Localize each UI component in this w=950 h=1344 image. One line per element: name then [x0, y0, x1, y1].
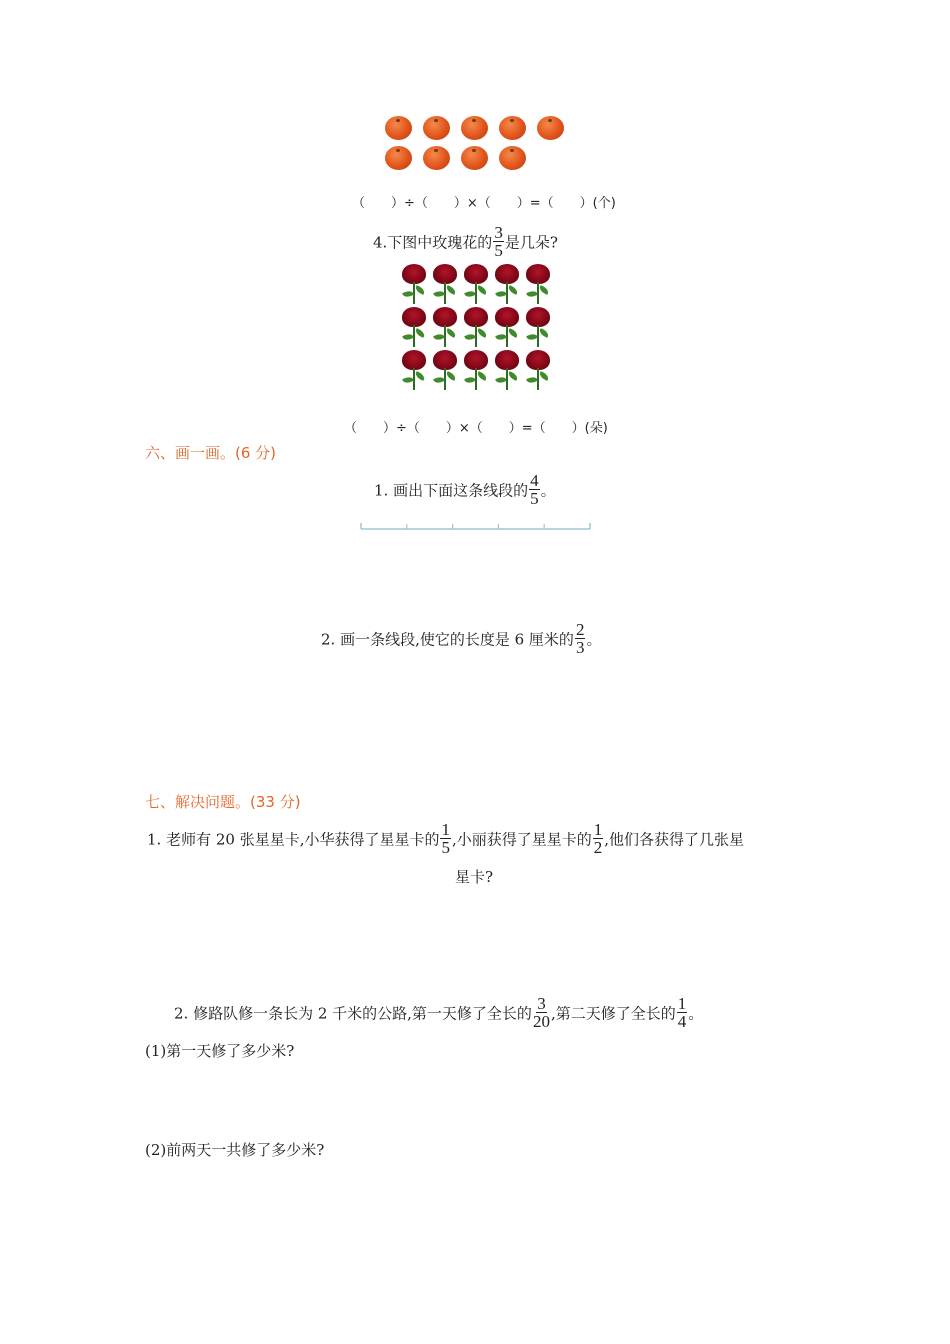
problem1-text-b: ,小丽获得了星星卡的: [451, 830, 592, 849]
problem2-text-b: ,第二天修了全长的: [550, 1004, 676, 1023]
rose-image: [492, 307, 523, 350]
item1-prefix: 1. 画出下面这条线段的: [374, 481, 529, 500]
orange-image: [423, 116, 450, 140]
fraction-denominator: 2: [593, 838, 603, 857]
fraction-denominator: 5: [441, 838, 450, 857]
rose-leaf: [507, 285, 519, 295]
q4-suffix: 是几朵?: [504, 233, 558, 252]
orange-image: [499, 146, 526, 170]
rose-bloom: [402, 307, 426, 327]
q3-equation: （ ）÷（ ）×（ ）=（ ）(个): [352, 196, 616, 211]
rose-bloom: [402, 264, 426, 284]
rose-image: [430, 307, 461, 350]
rose-image: [430, 264, 461, 307]
problem1-line2: 星卡?: [455, 868, 494, 886]
rose-bloom: [433, 264, 457, 284]
rose-bloom: [402, 350, 426, 370]
rose-bloom: [433, 307, 457, 327]
rose-leaf: [445, 285, 457, 295]
problem2-fraction-2: [677, 995, 688, 1030]
problem1-fraction-2: [593, 821, 604, 856]
q4-equation: （ ）÷（ ）×（ ）=（ ）(朵): [344, 421, 608, 436]
rose-leaf: [507, 371, 519, 381]
rose-bloom: [495, 307, 519, 327]
fraction-numerator: 3: [537, 994, 546, 1013]
problem2-text-c: 。: [688, 1004, 704, 1023]
problem1-text-a: 1. 老师有 20 张星星卡,小华获得了星星卡的: [147, 830, 440, 849]
oranges-row-1: [385, 116, 564, 140]
section6-item1: [374, 471, 556, 509]
section7-heading: 七、解决问题。(33 分): [145, 793, 301, 811]
rose-bloom: [433, 350, 457, 370]
rose-leaf: [445, 328, 457, 338]
rose-grid: [399, 264, 554, 393]
problem2-fraction-1: [533, 995, 550, 1030]
section6-heading: 六、画一画。(6 分): [145, 444, 277, 462]
rose-image: [523, 350, 554, 393]
problem2-text-a: 2. 修路队修一条长为 2 千米的公路,第一天修了全长的: [174, 1004, 532, 1023]
rose-image: [492, 264, 523, 307]
fraction-numerator: 1: [677, 994, 687, 1013]
rose-bloom: [526, 307, 550, 327]
rose-bloom: [464, 264, 488, 284]
fraction-numerator: 3: [494, 223, 503, 242]
orange-image: [385, 146, 412, 170]
rose-image: [399, 307, 430, 350]
rose-bloom: [495, 264, 519, 284]
section6-item2: [321, 620, 602, 658]
item2-suffix: 。: [586, 630, 602, 649]
rose-image: [430, 350, 461, 393]
orange-image: [499, 116, 526, 140]
fraction-numerator: 1: [593, 820, 603, 839]
rose-image: [461, 350, 492, 393]
rose-image: [523, 264, 554, 307]
problem1-fraction-1: [440, 821, 451, 856]
problem2-sub2: (2)前两天一共修了多少米?: [145, 1141, 325, 1159]
fraction-denominator: 4: [677, 1012, 687, 1031]
orange-image: [385, 116, 412, 140]
segment-line: [358, 520, 594, 534]
rose-image: [461, 264, 492, 307]
fraction-denominator: 20: [532, 1012, 550, 1031]
rose-bloom: [526, 264, 550, 284]
fraction-denominator: 5: [530, 489, 539, 508]
q4-prompt: [373, 223, 558, 261]
fraction-numerator: 4: [530, 471, 539, 490]
rose-image: [523, 307, 554, 350]
orange-image: [461, 146, 488, 170]
rose-image: [461, 307, 492, 350]
problem1: [147, 820, 745, 858]
rose-image: [492, 350, 523, 393]
fraction-numerator: 1: [441, 820, 450, 839]
fraction-numerator: 2: [575, 620, 585, 639]
item1-fraction: [529, 472, 540, 507]
fraction-denominator: 3: [575, 638, 585, 657]
rose-bloom: [495, 350, 519, 370]
orange-image: [423, 146, 450, 170]
item2-fraction: [575, 621, 586, 656]
rose-leaf: [538, 328, 550, 338]
item2-prefix: 2. 画一条线段,使它的长度是 6 厘米的: [321, 630, 574, 649]
rose-bloom: [464, 307, 488, 327]
item1-suffix: 。: [540, 481, 556, 500]
rose-leaf: [476, 328, 488, 338]
problem2-sub1: (1)第一天修了多少米?: [145, 1042, 295, 1060]
rose-leaf: [476, 285, 488, 295]
rose-leaf: [538, 371, 550, 381]
rose-bloom: [464, 350, 488, 370]
orange-image: [461, 116, 488, 140]
orange-image: [537, 116, 564, 140]
rose-leaf: [414, 285, 426, 295]
oranges-row-2: [385, 146, 526, 170]
rose-leaf: [538, 285, 550, 295]
rose-image: [399, 264, 430, 307]
rose-bloom: [526, 350, 550, 370]
rose-leaf: [414, 328, 426, 338]
rose-leaf: [414, 371, 426, 381]
fraction-denominator: 5: [494, 241, 503, 260]
problem1-text-c: ,他们各获得了几张星: [604, 830, 745, 849]
rose-leaf: [445, 371, 457, 381]
rose-leaf: [507, 328, 519, 338]
q4-prefix: 4.下图中玫瑰花的: [373, 233, 493, 252]
q4-fraction: [493, 224, 504, 259]
rose-leaf: [476, 371, 488, 381]
rose-image: [399, 350, 430, 393]
problem2: [174, 994, 704, 1032]
